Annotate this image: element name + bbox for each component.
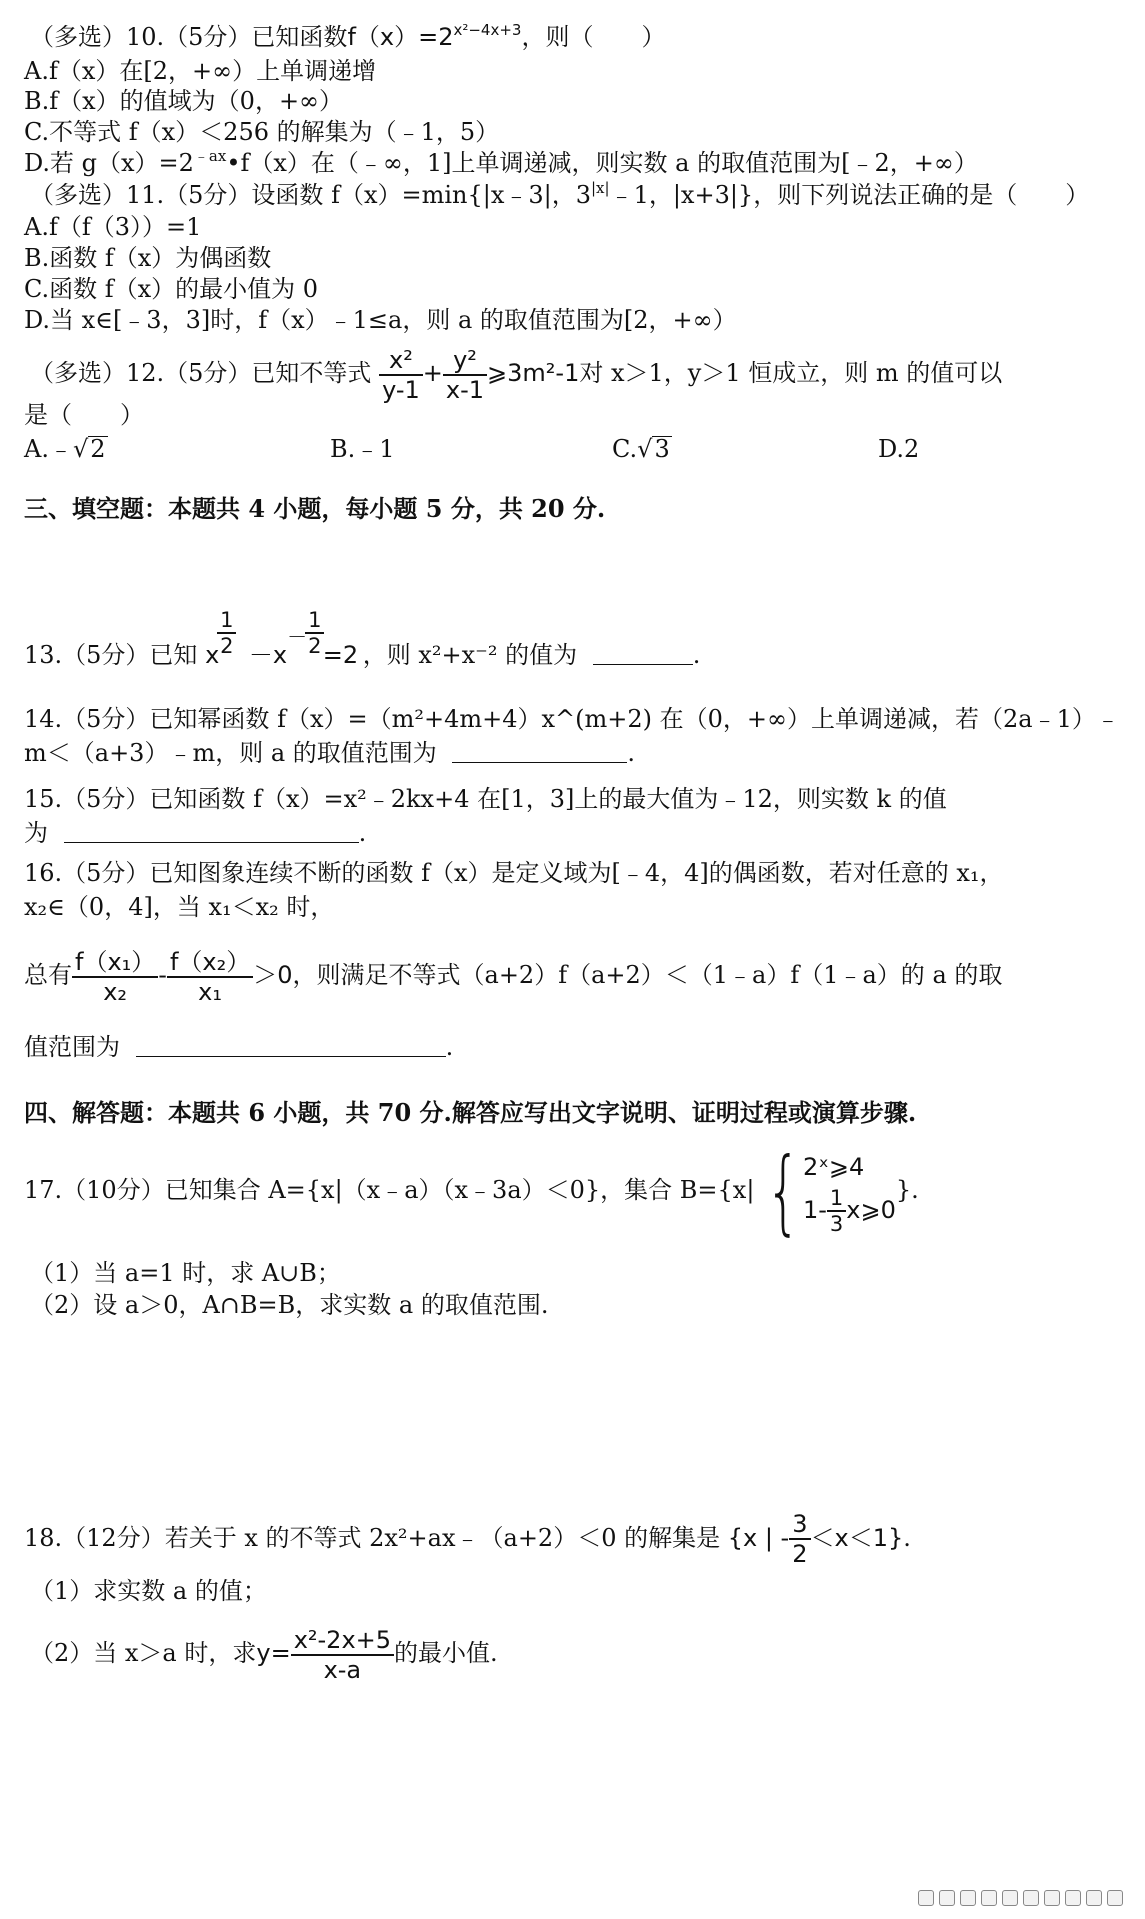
toolbar-square-icon[interactable]: [1044, 1890, 1060, 1906]
q16-fraction-1: $\frac{\text{f（x₁）}}{\text{x₂}}$: [72, 948, 158, 1006]
q17-stem: 17.（10分）已知集合 A={x|（x﹣a）（x﹣3a）＜0}，集合 B={x| { 2ˣ⩾4 1- $\frac{1}{3}$ x⩾0 }.: [24, 1137, 919, 1245]
q16-line2: x₂∈（0，4]，当 x₁＜x₂ 时，: [24, 893, 335, 921]
q12-option-a: A.﹣√2: [24, 435, 106, 463]
q12-option-b: B.﹣1: [330, 435, 395, 463]
q11-option-c: C.函数 f（x）的最小值为 0: [24, 275, 319, 303]
toolbar-square-icon[interactable]: [939, 1890, 955, 1906]
q14-answer-blank[interactable]: [452, 740, 627, 763]
q18-solution-set: {x | - $\frac{3}{2}$ ＜x＜1}: [727, 1510, 904, 1568]
q16-line1: 16.（5分）已知图象连续不断的函数 f（x）是定义域为[﹣4，4]的偶函数，若对任意的 x₁，: [24, 859, 1004, 887]
q17-inequality-system: 2ˣ⩾4 1- $\frac{1}{3}$ x⩾0: [802, 1152, 896, 1236]
q10-tail: ，则（ ）: [521, 23, 666, 51]
q11-option-a: A.f（f（3））=1: [24, 213, 202, 241]
q16-fraction-2: $\frac{\text{f（x₂）}}{\text{x₁}}$: [167, 948, 253, 1006]
q10-stem: [30, 22, 1123, 52]
section-3-heading: 三、填空题：本题共 4 小题，每小题 5 分，共 20 分.: [24, 494, 606, 523]
q15-line2: 为 .: [24, 819, 367, 847]
q10-option-a: A.f（x）在[2，+∞）上单调递增: [24, 57, 377, 85]
toolbar-square-icon[interactable]: [1086, 1890, 1102, 1906]
q16-line3: 总有 $\frac{\text{f（x₁）}}{\text{x₂}}$ - $\frac{\text{f（x₂）}}{\text{x₁}}$ ＞0，则满足不等式（a+2）f（a+2）＜（1﹣a）f（1﹣a）的 a 的取: [24, 947, 1003, 1006]
q13-exp-half-1: $\frac{1}{2}$: [217, 608, 236, 658]
q10-option-c: C.不等式 f（x）＜256 的解集为（﹣1，5）: [24, 118, 500, 146]
q10-stem-text: （多选）10.（5分）已知函数: [30, 23, 348, 51]
q10-function: $f(x)=2^{x^2-4x+3}$: [347, 21, 522, 51]
page-toolbar: [918, 1890, 1123, 1906]
q18-stem: 18.（12分）若关于 x 的不等式 2x²+ax﹣（a+2）＜0 的解集是 {x | - $\frac{3}{2}$ ＜x＜1}.: [24, 1510, 911, 1568]
toolbar-square-icon[interactable]: [918, 1890, 934, 1906]
toolbar-square-icon[interactable]: [1023, 1890, 1039, 1906]
toolbar-square-icon[interactable]: [1065, 1890, 1081, 1906]
q10-option-b: B.f（x）的值域为（0，+∞）: [24, 87, 344, 115]
toolbar-square-icon[interactable]: [981, 1890, 997, 1906]
q13: 13.（5分）已知 x $\frac{1}{2}$ －x － $\frac{1}{2}$ =2 ，则 x²+x⁻² 的值为 .: [24, 608, 701, 669]
q11-option-d: D.当 x∈[﹣3，3]时，f（x）﹣1≤a，则 a 的取值范围为[2，+∞）: [24, 306, 737, 334]
q12-stem-line2: 是（ ）: [24, 401, 144, 429]
q18-fraction: $\frac{\text{x²-2x+5}}{x-a}$: [291, 1626, 394, 1684]
q10-option-d: D.若 $g(x)=2^{﹣ax}•f(x)$在（﹣∞，1]上单调递减，则实数 a 的取值范围为[﹣2，+∞）: [24, 147, 978, 177]
q17-part-2: （2）设 a＞0，A∩B=B，求实数 a 的取值范围.: [30, 1291, 549, 1319]
q12-fraction-2: $\frac{\text{y²}}{x-1}$: [443, 346, 487, 404]
q14-line2: m＜（a+3）﹣m，则 a 的取值范围为 .: [24, 739, 636, 767]
q13-expression: x $\frac{1}{2}$ －x － $\frac{1}{2}$ =2: [205, 608, 359, 669]
q15-line1: 15.（5分）已知函数 f（x）=x²﹣2kx+4 在[1，3]上的最大值为﹣12，则实数 k 的值: [24, 785, 947, 813]
q15-answer-blank[interactable]: [64, 820, 359, 843]
sqrt-icon: √: [72, 435, 89, 463]
q16-line4: 值范围为 .: [24, 1033, 454, 1061]
toolbar-square-icon[interactable]: [1002, 1890, 1018, 1906]
q17-part-1: （1）当 a=1 时，求 A∪B；: [30, 1259, 341, 1287]
q13-answer-blank[interactable]: [593, 642, 693, 665]
toolbar-square-icon[interactable]: [960, 1890, 976, 1906]
q11-option-b: B.函数 f（x）为偶函数: [24, 244, 272, 272]
q12-option-d: D.2: [878, 435, 920, 463]
q18-part-1: （1）求实数 a 的值；: [30, 1577, 267, 1605]
q16-answer-blank[interactable]: [136, 1034, 446, 1057]
left-brace-icon: {: [766, 1137, 802, 1245]
q18-part-2: （2）当 x＞a 时，求y= $\frac{\text{x²-2x+5}}{x-a}$ 的最小值.: [30, 1625, 498, 1684]
q12-option-c: C.√3: [612, 435, 670, 463]
sqrt-icon: √: [637, 435, 653, 463]
q12-fraction-1: $\frac{\text{x²}}{y-1}$: [379, 346, 423, 404]
q12-stem: （多选）12.（5分）已知不等式 $\frac{\text{x²}}{y-1}$ + $\frac{\text{y²}}{x-1}$ ⩾3m²-1对 x＞1，y＞1 恒成立，则 m 的值可以: [30, 345, 1003, 404]
toolbar-square-icon[interactable]: [1107, 1890, 1123, 1906]
q11-stem: （多选）11.（5分）设函数 f（x）=min{|x﹣3|，$3^{|x|}﹣1$，|x+3|}，则下列说法正确的是（ ）: [30, 179, 1090, 209]
section-4-heading: 四、解答题：本题共 6 小题，共 70 分.解答应写出文字说明、证明过程或演算步骤.: [24, 1098, 917, 1127]
q14-line1: 14.（5分）已知幂函数 f（x）=（m²+4m+4）x^(m+2) 在（0，+∞）上单调递减，若（2a﹣1）﹣: [24, 705, 1120, 733]
q13-exp-half-2: $\frac{1}{2}$: [305, 608, 324, 658]
